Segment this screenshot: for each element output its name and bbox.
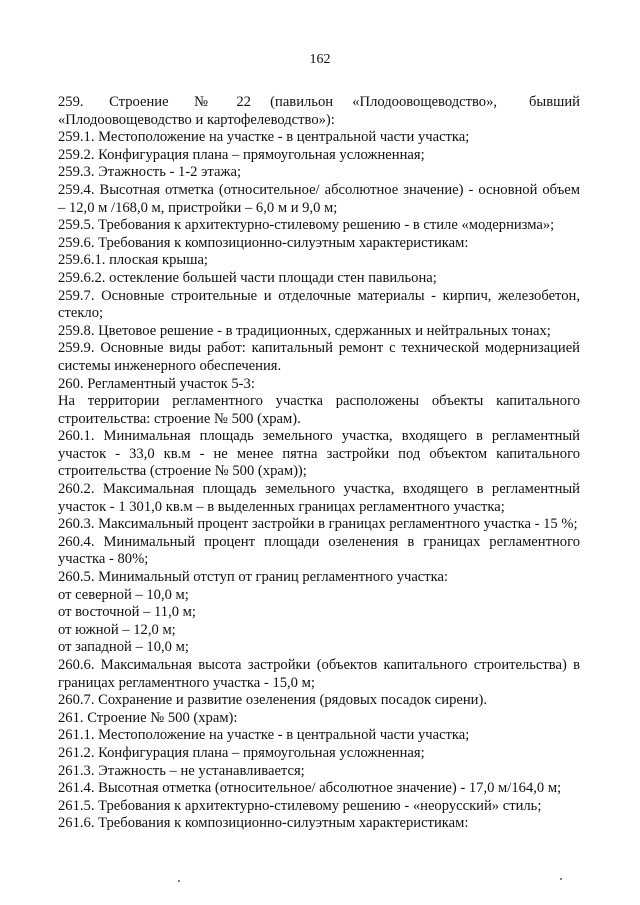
paragraph-261: 261. Строение № 500 (храм): — [58, 709, 238, 726]
paragraph-259-6: 259.6. Требования к композиционно-силуэтным характеристикам: — [58, 234, 469, 251]
setback-west: от западной – 10,0 м; — [58, 639, 189, 656]
paragraph-259-9: 259.9. Основные виды работ: капитальный ремонт с технической модернизацией системы инженерного обеспечения. — [58, 340, 580, 374]
paragraph-259-3: 259.3. Этажность - 1-2 этажа; — [58, 164, 242, 181]
paragraph-261-3: 261.3. Этажность – не устанавливается; — [58, 762, 305, 779]
document-body — [58, 94, 580, 833]
paragraph-259-4: 259.4. Высотная отметка (относительное/ абсолютное значение) - основной объем – 12,0 м /168,0 м, пристройки – 6,0 м и 9,0 м; — [58, 181, 580, 216]
paragraph-261-2: 261.2. Конфигурация плана – прямоугольная усложненная; — [58, 744, 425, 761]
setback-east: от восточной – 11,0 м; — [58, 604, 196, 621]
scan-speck — [560, 878, 562, 880]
setback-north: от северной – 10,0 м; — [58, 586, 189, 603]
paragraph-259-7: 259.7. Основные строительные и отделочные материалы - кирпич, железобетон, стекло; — [58, 287, 580, 322]
paragraph-261-1: 261.1. Местоположение на участке - в центральной части участка; — [58, 727, 470, 744]
paragraph-259-6-1: 259.6.1. плоская крыша; — [58, 252, 208, 269]
paragraph-260-5: 260.5. Минимальный отступ от границ регламентного участка: — [58, 569, 449, 586]
paragraph-259-2: 259.2. Конфигурация плана – прямоугольная усложненная; — [58, 146, 425, 163]
paragraph-259-5: 259.5. Требования к архитектурно-стилевому решению - в стиле «модернизма»; — [58, 217, 555, 234]
paragraph-261-5: 261.5. Требования к архитектурно-стилевому решению - «неорусский» стиль; — [58, 797, 542, 814]
paragraph-260-2: 260.2. Максимальная площадь земельного участка, входящего в регламентный участок - 1 301,0 кв.м – в выделенных границах регламентного участка; — [58, 481, 580, 515]
paragraph-260-intro: На территории регламентного участка расположены объекты капитального строительства: строение № 500 (храм). — [58, 393, 580, 427]
setback-south: от южной – 12,0 м; — [58, 621, 176, 638]
page-number: 162 — [309, 52, 331, 67]
paragraph-260-4: 260.4. Минимальный процент площади озеленения в границах регламентного участка - 80%; — [58, 533, 580, 568]
paragraph-260-3: 260.3. Максимальный процент застройки в границах регламентного участка - 15 %; — [58, 516, 578, 533]
paragraph-261-6: 261.6. Требования к композиционно-силуэтным характеристикам: — [58, 815, 469, 832]
paragraph-259-1: 259.1. Местоположение на участке - в центральной части участка; — [58, 129, 470, 146]
paragraph-259: 259. Строение № 22 (павильон «Плодоовощеводство», бывший «Плодоовощеводство и картофелеводство»): — [58, 94, 580, 128]
paragraph-260-6: 260.6. Максимальная высота застройки (объектов капитального строительства) в границах регламентного участка - 15,0 м; — [58, 657, 580, 691]
paragraph-260-1: 260.1. Минимальная площадь земельного участка, входящего в регламентный участок - 33,0 кв.м - не менее пятна застройки под объектом капитального строительства (строение № 500 (храм)); — [58, 428, 580, 480]
paragraph-260-7: 260.7. Сохранение и развитие озеленения (рядовых посадок сирени). — [58, 692, 487, 709]
paragraph-260: 260. Регламентный участок 5-3: — [58, 375, 255, 392]
paragraph-259-8: 259.8. Цветовое решение - в традиционных, сдержанных и нейтральных тонах; — [58, 322, 551, 339]
scan-speck — [178, 880, 180, 882]
paragraph-259-6-2: 259.6.2. остекление большей части площади стен павильона; — [58, 269, 437, 286]
paragraph-261-4: 261.4. Высотная отметка (относительное/ абсолютное значение) - 17,0 м/164,0 м; — [58, 780, 562, 797]
